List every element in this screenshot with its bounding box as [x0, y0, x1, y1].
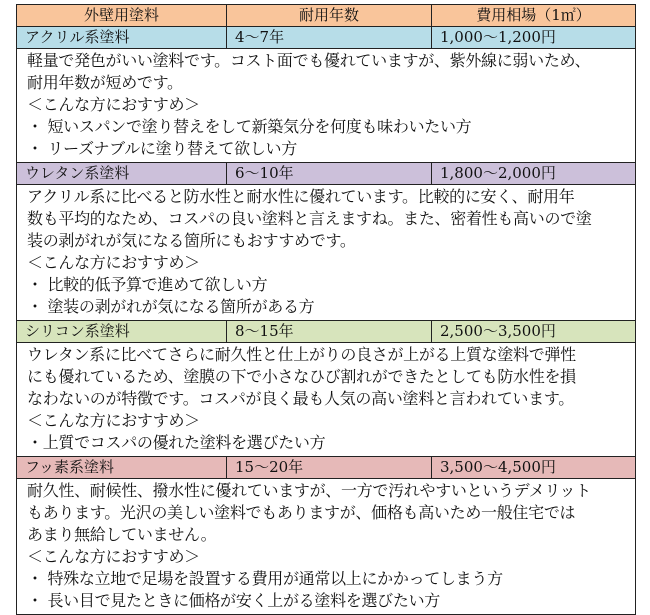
- recommendation-item: ・ 短いスパンで塗り替えをして新築気分を何度も味わいたい方: [27, 117, 472, 136]
- header-row: [17, 5, 636, 27]
- paint-description: [17, 185, 636, 321]
- recommendation-heading: ＜こんな方におすすめ＞: [27, 95, 200, 114]
- paint-description: [17, 49, 636, 163]
- paint-cost: 1,800〜2,000円: [432, 163, 636, 185]
- paint-years: 4〜7年: [227, 27, 432, 49]
- paint-description-row: [17, 185, 636, 321]
- paint-row-fluorine: [17, 457, 636, 479]
- paint-name: ウレタン系塗料: [17, 163, 227, 185]
- description-line: 軽量で発色がいい塗料です。コスト面でも優れていますが、紫外線に弱いため、: [27, 51, 591, 70]
- recommendation-heading: ＜こんな方におすすめ＞: [27, 411, 200, 430]
- description-line: 装の剥がれが気になる箇所にもおすすめです。: [27, 231, 356, 250]
- recommendation-item: ・ 比較的低予算で進めて欲しい方: [27, 275, 268, 294]
- paint-comparison-table: [16, 4, 636, 615]
- description-line: なわないのが特徴です。コスパが良く最も人気の高い塗料と言われています。: [27, 389, 574, 408]
- paint-row-urethane: [17, 163, 636, 185]
- header-years: 耐用年数: [227, 5, 432, 27]
- paint-years: 15〜20年: [227, 457, 432, 479]
- description-line: 耐久性、耐候性、撥水性に優れていますが、一方で汚れやすいというデメリット: [27, 481, 591, 500]
- recommendation-item: ・上質でコスパの優れた塗料を選びたい方: [27, 433, 326, 452]
- paint-description-row: [17, 49, 636, 163]
- paint-row-silicone: [17, 321, 636, 343]
- paint-description-row: [17, 479, 636, 615]
- description-line: 耐用年数が短めです。: [27, 73, 183, 92]
- recommendation-item: ・ リーズナブルに塗り替えて欲しい方: [27, 139, 297, 158]
- paint-name: アクリル系塗料: [17, 27, 227, 49]
- header-paint: 外壁用塗料: [17, 5, 227, 27]
- paint-cost: 2,500〜3,500円: [432, 321, 636, 343]
- paint-name: フッ素系塗料: [17, 457, 227, 479]
- paint-description: [17, 479, 636, 615]
- paint-description-row: [17, 343, 636, 457]
- recommendation-heading: ＜こんな方におすすめ＞: [27, 547, 200, 566]
- description-line: 数も平均的なため、コスパの良い塗料と言えますね。また、密着性も高いので塗: [27, 209, 592, 228]
- paint-name: シリコン系塗料: [17, 321, 227, 343]
- paint-cost: 1,000〜1,200円: [432, 27, 636, 49]
- recommendation-item: ・ 塗装の剥がれが気になる箇所がある方: [27, 297, 315, 316]
- recommendation-item: ・ 特殊な立地で足場を設置する費用が通常以上にかかってしまう方: [27, 569, 503, 588]
- recommendation-heading: ＜こんな方におすすめ＞: [27, 253, 200, 272]
- paint-years: 6〜10年: [227, 163, 432, 185]
- description-line: アクリル系に比べると防水性と耐水性に優れています。比較的に安く、耐用年: [27, 187, 575, 206]
- paint-description: [17, 343, 636, 457]
- description-line: もあります。光沢の美しい塗料でもありますが、価格も高いため一般住宅では: [27, 503, 576, 522]
- recommendation-item: ・ 長い目で見たときに価格が安く上がる塗料を選びたい方: [27, 591, 440, 610]
- description-line: にも優れているため、塗膜の下で小さなひび割れができたとしても防水性を損: [27, 367, 576, 386]
- header-cost: 費用相場（1㎡）: [432, 5, 636, 27]
- paint-row-acrylic: [17, 27, 636, 49]
- description-line: あまり無給していません。: [27, 525, 217, 544]
- paint-cost: 3,500〜4,500円: [432, 457, 636, 479]
- paint-years: 8〜15年: [227, 321, 432, 343]
- description-line: ウレタン系に比べてさらに耐久性と仕上がりの良さが上がる上質な塗料で弾性: [27, 345, 576, 364]
